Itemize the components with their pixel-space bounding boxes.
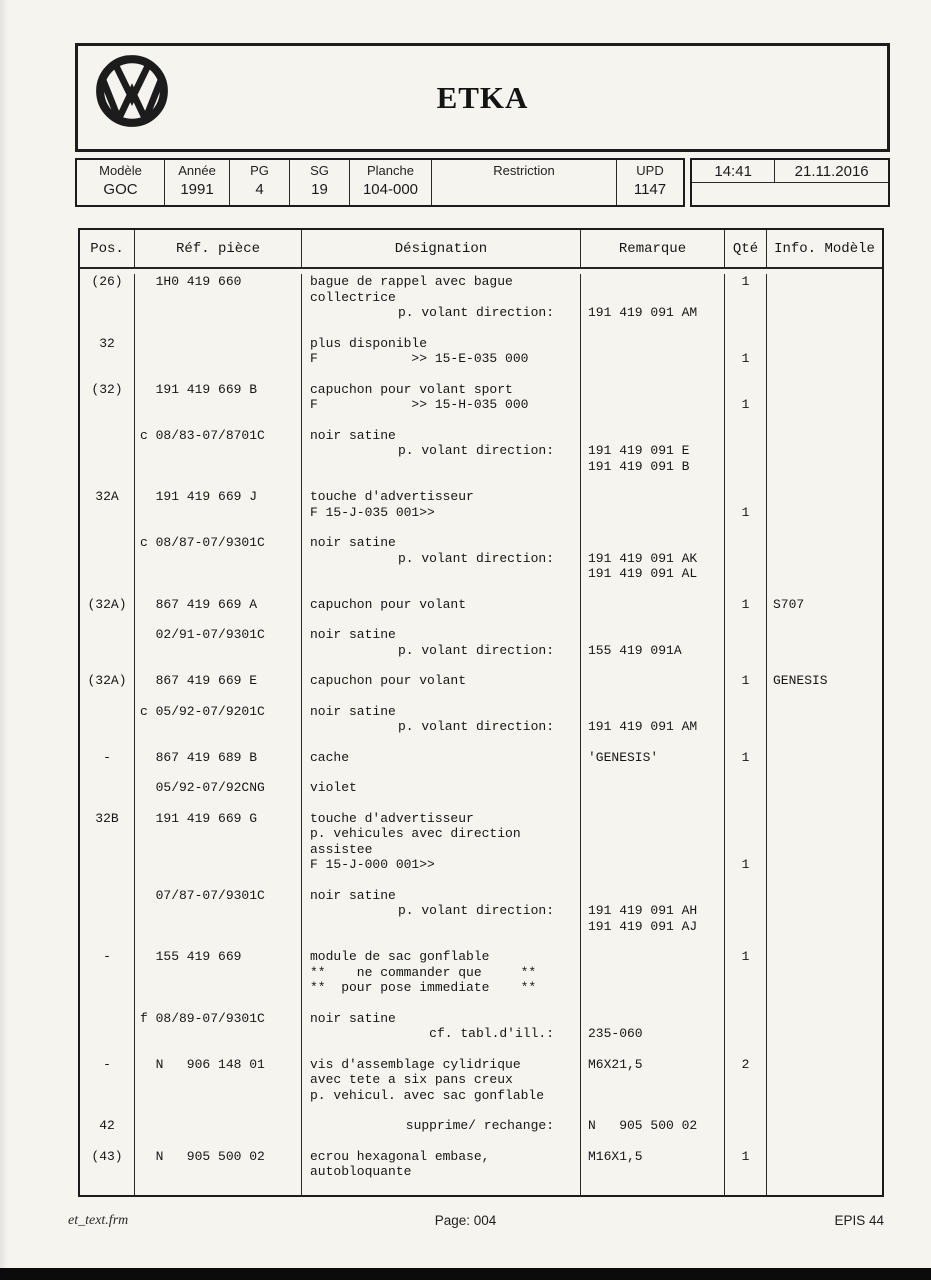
date-value: 21.11.2016: [794, 162, 869, 180]
timestamp-empty-row: [692, 183, 888, 205]
cell-line: plus disponible: [310, 335, 428, 351]
cell-pos: [80, 597, 135, 628]
cell-qty: [725, 274, 767, 336]
cell-line: 1: [741, 749, 750, 765]
cell-line: p. volant direction:: [397, 550, 554, 566]
cell-line: p. volant direction:: [397, 642, 554, 658]
table-row: [80, 336, 882, 382]
cell-ref: [135, 597, 302, 628]
cell-info: [767, 428, 882, 490]
cell-pos: [80, 428, 135, 490]
cell-line: GENESIS: [773, 673, 828, 688]
info-value: 1991: [180, 181, 214, 198]
cell-line: cache: [310, 749, 350, 765]
info-field-annee: [165, 160, 230, 205]
column-header-designation: Désignation: [302, 230, 581, 267]
form-name: et_text.frm: [68, 1213, 129, 1228]
table-row: [80, 597, 882, 628]
cell-line: -: [103, 949, 111, 964]
cell-ref: [135, 673, 302, 704]
cell-line: 1: [741, 949, 750, 964]
cell-des: [302, 811, 581, 888]
cell-rem: [581, 597, 725, 628]
column-header-pos: Pos.: [80, 230, 135, 267]
cell-line: 191 419 669 B: [140, 381, 258, 397]
cell-des: [302, 949, 581, 1011]
cell-line: 1: [741, 857, 750, 872]
info-label: SG: [310, 163, 329, 178]
cell-qty: [725, 627, 767, 673]
cell-info: [767, 489, 882, 535]
cell-rem: [581, 535, 725, 597]
cell-line: capuchon pour volant sport: [310, 381, 513, 397]
cell-ref: [135, 780, 302, 811]
table-row: [80, 274, 882, 336]
cell-line: 867 419 669 A: [140, 596, 258, 612]
cell-des: [302, 336, 581, 382]
cell-line: noir satine: [310, 427, 396, 443]
title-box: [75, 43, 890, 152]
cell-info: [767, 811, 882, 888]
cell-line: p. volant direction:: [397, 903, 554, 918]
table-row: [80, 780, 882, 811]
table-row: [80, 1149, 882, 1195]
cell-qty: [725, 949, 767, 1011]
cell-line: (26): [91, 274, 123, 289]
cell-rem: [581, 382, 725, 428]
cell-line: noir satine: [310, 703, 396, 719]
table-row: [80, 750, 882, 781]
info-label: PG: [250, 163, 269, 178]
cell-line: supprime/ rechange:: [405, 1118, 554, 1133]
cell-pos: [80, 627, 135, 673]
cell-pos: [80, 780, 135, 811]
epis-version: EPIS 44: [834, 1213, 884, 1228]
cell-line: 191 419 091 AK: [588, 550, 698, 566]
info-field-pg: [230, 160, 290, 205]
cell-line: noir satine: [310, 1010, 396, 1026]
cell-line: F 15-J-000 001>>: [310, 857, 435, 872]
cell-line: 05/92-07/92CNG: [140, 780, 265, 795]
cell-info: [767, 627, 882, 673]
table-row: [80, 428, 882, 490]
cell-line: -: [103, 1056, 111, 1072]
cell-info: [767, 949, 882, 1011]
cell-line: vis d'assemblage cylidrique: [310, 1056, 521, 1072]
cell-line: [725, 336, 766, 352]
cell-line: 235-060: [588, 1026, 643, 1041]
table-row: [80, 535, 882, 597]
cell-ref: [135, 750, 302, 781]
cell-info: [767, 597, 882, 628]
cell-info: [767, 382, 882, 428]
info-bar: [75, 158, 890, 207]
cell-line: [581, 627, 724, 643]
cell-line: module de sac gonflable: [310, 949, 490, 964]
cell-line: p. vehicul. avec sac gonflable: [310, 1087, 545, 1103]
cell-line: p. volant direction:: [397, 305, 554, 320]
cell-line: 1: [741, 351, 750, 366]
cell-rem: [581, 428, 725, 490]
cell-line: 1: [741, 274, 750, 289]
info-value: GOC: [103, 181, 138, 198]
scan-edge-bar: [0, 1268, 931, 1280]
cell-rem: [581, 811, 725, 888]
cell-line: [725, 382, 766, 398]
column-header-ref: Réf. pièce: [135, 230, 302, 267]
cell-qty: [725, 382, 767, 428]
cell-ref: [135, 336, 302, 382]
cell-des: [302, 1011, 581, 1057]
cell-info: [767, 704, 882, 750]
cell-line: 867 419 689 B: [140, 749, 258, 765]
cell-line: M16X1,5: [588, 1148, 643, 1164]
cell-rem: [581, 489, 725, 535]
table-row: [80, 704, 882, 750]
cell-line: [581, 1011, 724, 1027]
cell-qty: [725, 673, 767, 704]
cell-pos: [80, 888, 135, 950]
cell-line: [725, 489, 766, 505]
cell-pos: [80, 535, 135, 597]
cell-line: assistee: [310, 841, 373, 857]
cell-des: [302, 1057, 581, 1119]
cell-line: S707: [773, 596, 805, 612]
cell-line: 191 419 091 AH: [588, 903, 698, 918]
cell-line: p. vehicules avec direction: [310, 826, 521, 841]
table-row: [80, 627, 882, 673]
cell-pos: [80, 1118, 135, 1149]
cell-ref: [135, 1057, 302, 1119]
cell-des: [302, 627, 581, 673]
cell-pos: [80, 704, 135, 750]
cell-des: [302, 673, 581, 704]
cell-line: p. volant direction:: [397, 719, 554, 734]
info-value: 19: [311, 181, 328, 198]
cell-des: [302, 750, 581, 781]
cell-line: (43): [91, 1148, 123, 1164]
cell-ref: [135, 382, 302, 428]
table-row: [80, 949, 882, 1011]
cell-pos: [80, 949, 135, 1011]
cell-pos: [80, 489, 135, 535]
cell-rem: [581, 1011, 725, 1057]
info-field-modele: [77, 160, 165, 205]
cell-pos: [80, 811, 135, 888]
cell-line: [581, 428, 724, 444]
time-value: 14:41: [692, 160, 775, 182]
cell-line: (32): [91, 381, 123, 397]
cell-des: [302, 382, 581, 428]
cell-rem: [581, 627, 725, 673]
cell-qty: [725, 597, 767, 628]
cell-line: 1: [741, 673, 750, 688]
cell-line: 191 419 091 AM: [588, 305, 698, 320]
cell-qty: [725, 780, 767, 811]
cell-line: ecrou hexagonal embase,: [310, 1148, 490, 1164]
cell-pos: [80, 382, 135, 428]
table-row: [80, 811, 882, 888]
info-value: 104-000: [362, 181, 419, 198]
cell-des: [302, 489, 581, 535]
cell-line: noir satine: [310, 887, 396, 903]
cell-des: [302, 780, 581, 811]
cell-info: [767, 1011, 882, 1057]
info-field-sg: [290, 160, 350, 205]
cell-line: F >> 15-E-035 000: [310, 351, 529, 366]
info-value: 4: [255, 181, 264, 198]
cell-line: N 905 500 02: [140, 1148, 265, 1164]
cell-line: [725, 826, 766, 842]
cell-pos: [80, 673, 135, 704]
info-label: Planche: [367, 163, 414, 178]
cell-line: 32: [99, 335, 115, 351]
cell-rem: [581, 780, 725, 811]
cell-line: avec tete a six pans creux: [310, 1072, 513, 1087]
cell-info: [767, 888, 882, 950]
info-label: Modèle: [99, 163, 142, 178]
info-fields: [75, 158, 685, 207]
cell-line: cf. tabl.d'ill.:: [429, 1026, 554, 1041]
cell-line: 'GENESIS': [588, 749, 659, 765]
cell-line: [581, 535, 724, 551]
cell-qty: [725, 535, 767, 597]
cell-line: bague de rappel avec bague: [310, 274, 513, 289]
app-title: ETKA: [436, 80, 529, 115]
cell-line: 07/87-07/9301C: [140, 887, 265, 903]
table-row: [80, 489, 882, 535]
cell-line: N 905 500 02: [588, 1118, 698, 1133]
cell-qty: [725, 750, 767, 781]
cell-ref: [135, 274, 302, 336]
cell-pos: [80, 1011, 135, 1057]
page-number: Page: 004: [434, 1213, 497, 1228]
cell-line: 191 419 091 E: [588, 443, 690, 458]
cell-des: [302, 704, 581, 750]
cell-pos: [80, 1057, 135, 1119]
cell-line: f 08/89-07/9301C: [140, 1010, 265, 1026]
cell-line: 1: [741, 397, 750, 412]
cell-rem: [581, 750, 725, 781]
cell-info: [767, 336, 882, 382]
cell-info: [767, 274, 882, 336]
cell-ref: [135, 949, 302, 1011]
cell-des: [302, 888, 581, 950]
column-header-remarque: Remarque: [581, 230, 725, 267]
cell-ref: [135, 627, 302, 673]
cell-line: c 05/92-07/9201C: [140, 703, 265, 719]
cell-ref: [135, 1118, 302, 1149]
cell-rem: [581, 704, 725, 750]
cell-line: noir satine: [310, 535, 396, 550]
cell-line: c 08/87-07/9301C: [140, 535, 265, 550]
cell-ref: [135, 1011, 302, 1057]
parts-table: [78, 228, 884, 1197]
cell-line: violet: [310, 780, 357, 795]
cell-info: [767, 673, 882, 704]
cell-rem: [581, 1118, 725, 1149]
cell-des: [302, 1118, 581, 1149]
info-label: Année: [178, 163, 216, 178]
cell-des: [302, 597, 581, 628]
cell-rem: [581, 949, 725, 1011]
cell-line: c 08/83-07/8701C: [140, 427, 265, 443]
cell-pos: [80, 336, 135, 382]
cell-qty: [725, 336, 767, 382]
cell-line: 191 419 669 G: [140, 810, 258, 826]
cell-line: [581, 290, 724, 306]
cell-line: 191 419 091 B: [588, 458, 690, 474]
info-field-planche: [350, 160, 432, 205]
cell-line: collectrice: [310, 289, 396, 305]
cell-ref: [135, 489, 302, 535]
cell-rem: [581, 1149, 725, 1195]
cell-line: 1: [741, 504, 750, 520]
cell-line: 867 419 669 E: [140, 673, 258, 688]
cell-qty: [725, 1011, 767, 1057]
cell-line: F 15-J-035 001>>: [310, 504, 435, 520]
cell-pos: [80, 1149, 135, 1195]
cell-info: [767, 1118, 882, 1149]
cell-info: [767, 780, 882, 811]
cell-qty: [725, 1118, 767, 1149]
table-row: [80, 1118, 882, 1149]
cell-line: [581, 704, 724, 720]
cell-des: [302, 1149, 581, 1195]
cell-rem: [581, 1057, 725, 1119]
cell-line: 2: [741, 1056, 750, 1072]
cell-line: 32A: [95, 489, 119, 504]
cell-line: [725, 811, 766, 827]
cell-line: [725, 842, 766, 858]
cell-line: [581, 274, 724, 290]
cell-line: 191 419 669 J: [140, 489, 258, 504]
parts-table-header: [80, 230, 882, 269]
cell-line: M6X21,5: [588, 1056, 643, 1072]
cell-rem: [581, 673, 725, 704]
cell-des: [302, 428, 581, 490]
cell-line: p. volant direction:: [397, 443, 554, 458]
cell-qty: [725, 811, 767, 888]
table-row: [80, 382, 882, 428]
cell-qty: [725, 704, 767, 750]
cell-line: 1: [741, 1148, 750, 1164]
cell-ref: [135, 888, 302, 950]
cell-line: 02/91-07/9301C: [140, 627, 265, 642]
cell-line: 1: [741, 596, 750, 612]
cell-des: [302, 535, 581, 597]
cell-ref: [135, 1149, 302, 1195]
cell-ref: [135, 704, 302, 750]
cell-ref: [135, 811, 302, 888]
cell-line: ** ne commander que **: [310, 964, 537, 980]
table-row: [80, 1057, 882, 1119]
cell-qty: [725, 1057, 767, 1119]
cell-line: 155 419 669: [140, 949, 242, 964]
cell-line: 191 419 091 AL: [588, 566, 698, 581]
cell-line: noir satine: [310, 627, 396, 642]
cell-line: 155 419 091A: [588, 642, 682, 658]
cell-line: (32A): [87, 673, 127, 688]
cell-line: -: [103, 749, 111, 765]
cell-info: [767, 535, 882, 597]
cell-line: 42: [99, 1118, 115, 1133]
cell-line: [581, 888, 724, 904]
cell-info: [767, 750, 882, 781]
cell-rem: [581, 274, 725, 336]
cell-line: capuchon pour volant: [310, 673, 467, 688]
cell-line: 32B: [95, 810, 119, 826]
cell-info: [767, 1149, 882, 1195]
column-header-qte: Qté: [725, 230, 767, 267]
cell-line: 191 419 091 AJ: [588, 918, 698, 934]
cell-line: 1H0 419 660: [140, 274, 242, 289]
column-header-info-modele: Info. Modèle: [774, 240, 875, 257]
cell-ref: [135, 535, 302, 597]
cell-line: (32A): [87, 596, 127, 612]
cell-qty: [725, 1149, 767, 1195]
info-label: UPD: [636, 163, 664, 178]
cell-ref: [135, 428, 302, 490]
cell-line: F >> 15-H-035 000: [310, 397, 529, 412]
cell-line: capuchon pour volant: [310, 596, 467, 612]
table-row: [80, 1011, 882, 1057]
table-row: [80, 888, 882, 950]
cell-line: N 906 148 01: [140, 1056, 265, 1072]
cell-rem: [581, 888, 725, 950]
table-row: [80, 673, 882, 704]
info-field-upd: [617, 160, 683, 205]
parts-table-body: [80, 269, 882, 1195]
timestamp-box: [690, 158, 890, 207]
cell-line: touche d'advertisseur: [310, 489, 474, 504]
cell-line: touche d'advertisseur: [310, 810, 474, 826]
cell-pos: [80, 274, 135, 336]
info-label: Restriction: [493, 163, 555, 178]
cell-info: [767, 1057, 882, 1119]
cell-qty: [725, 428, 767, 490]
cell-qty: [725, 489, 767, 535]
cell-line: 191 419 091 AM: [588, 719, 698, 734]
cell-qty: [725, 888, 767, 950]
cell-des: [302, 274, 581, 336]
cell-pos: [80, 750, 135, 781]
info-field-restriction: [432, 160, 617, 205]
info-value: 1147: [633, 181, 667, 198]
cell-line: autobloquante: [310, 1164, 412, 1179]
timestamp-row: [692, 160, 888, 183]
cell-line: ** pour pose immediate **: [310, 980, 537, 995]
cell-rem: [581, 336, 725, 382]
